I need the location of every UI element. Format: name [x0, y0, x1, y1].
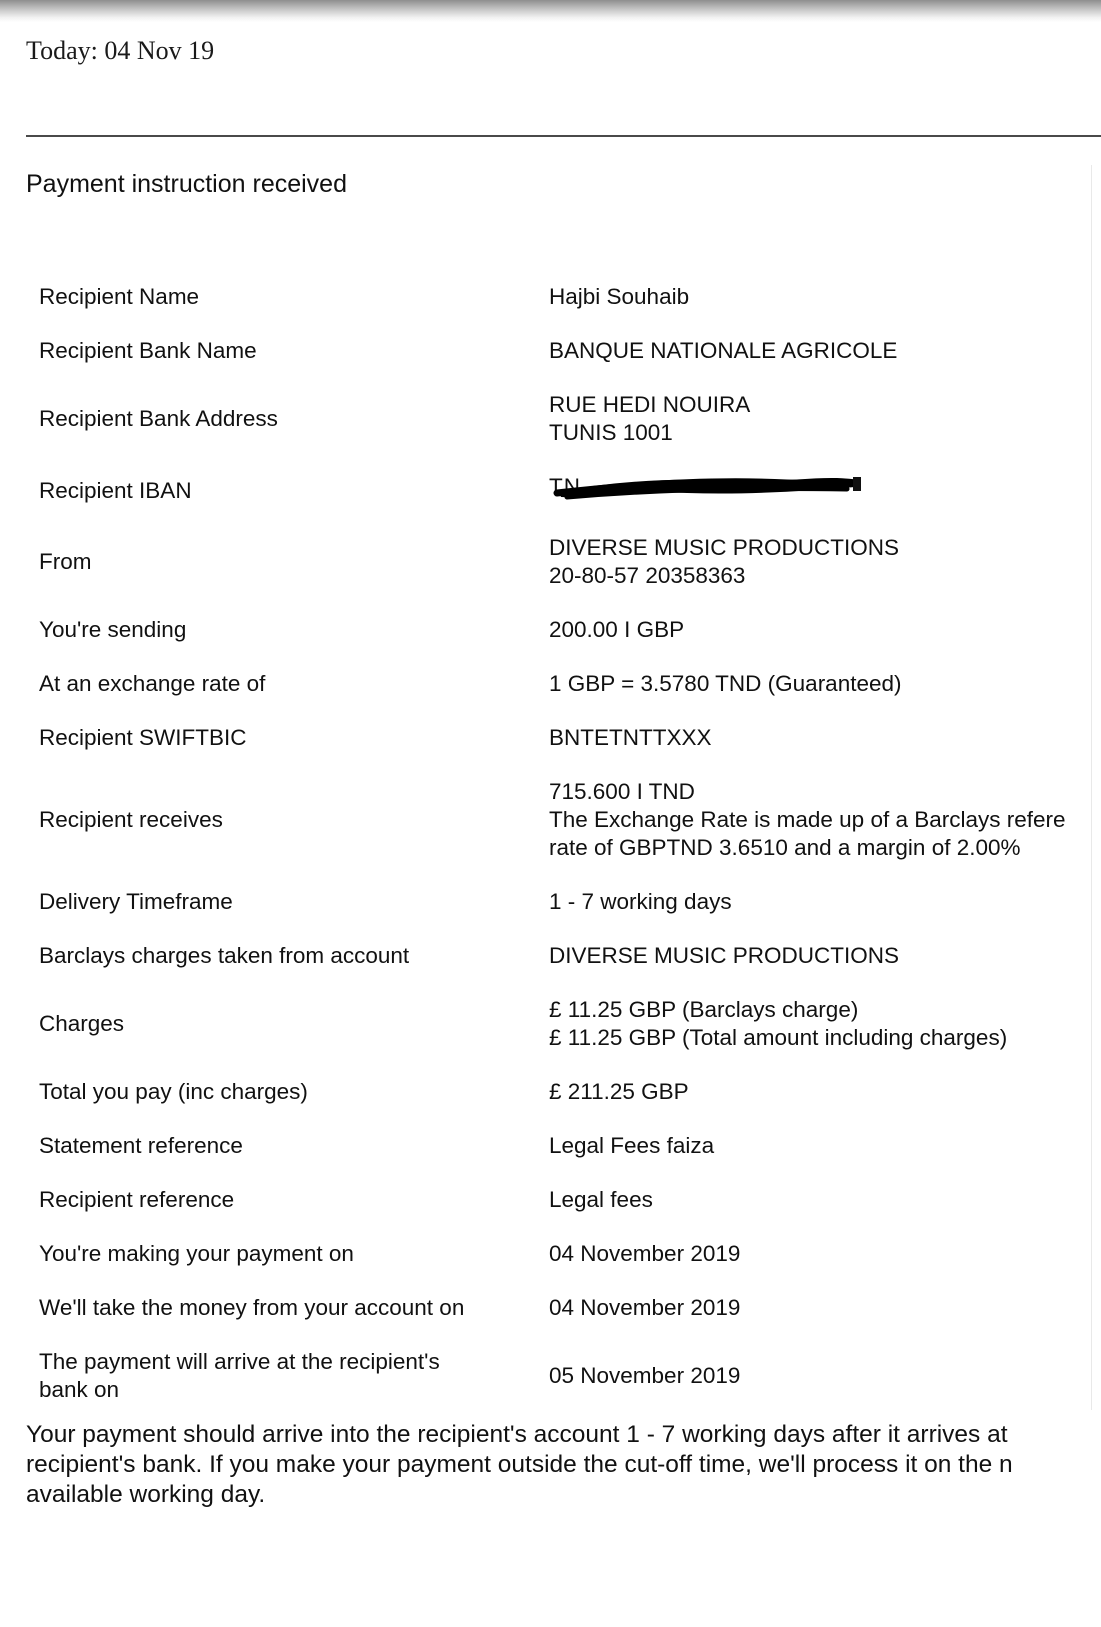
iban-prefix: TN: [549, 474, 581, 499]
date-line: Today: 04 Nov 19: [26, 36, 215, 65]
value-line: 715.600 I TND: [549, 779, 695, 804]
detail-value: [549, 724, 1101, 752]
detail-value: [549, 473, 1101, 508]
detail-value: [549, 337, 1101, 365]
detail-value: [549, 1240, 1101, 1268]
detail-row-recipient-iban: [39, 473, 1101, 508]
detail-row-arrival-date: [39, 1348, 1101, 1404]
page-title: Payment instruction received: [26, 170, 347, 198]
value-line: 04 November 2019: [549, 1241, 741, 1266]
value-line: £ 11.25 GBP (Total amount including charges): [549, 1025, 1008, 1050]
detail-value: [549, 391, 1101, 447]
value-line: 05 November 2019: [549, 1363, 741, 1388]
detail-label: Recipient Bank Name: [39, 338, 257, 363]
detail-row-exchange-rate: [39, 670, 1101, 698]
detail-label: [39, 1348, 549, 1404]
detail-label: Recipient SWIFTBIC: [39, 725, 247, 750]
detail-row-sending: [39, 616, 1101, 644]
value-line: Legal Fees faiza: [549, 1133, 715, 1158]
detail-row-delivery-timeframe: [39, 888, 1101, 916]
detail-row-debit-date: [39, 1294, 1101, 1322]
value-line: Hajbi Souhaib: [549, 284, 690, 309]
detail-value: [549, 888, 1101, 916]
detail-label: Delivery Timeframe: [39, 889, 233, 914]
detail-row-recipient-name: [39, 283, 1101, 311]
value-line: 20-80-57 20358363: [549, 563, 746, 588]
detail-row-recipient-bank-address: [39, 391, 1101, 447]
value-line: The Exchange Rate is made up of a Barclays refere: [549, 807, 1066, 832]
detail-row-from: [39, 534, 1101, 590]
detail-label: We'll take the money from your account on: [39, 1295, 465, 1320]
detail-label: You're making your payment on: [39, 1241, 354, 1266]
footer-line: Your payment should arrive into the recipient's account 1 - 7 working days after it arrives at: [26, 1421, 1008, 1448]
detail-value: [549, 996, 1101, 1052]
detail-row-recipient-bank-name: [39, 337, 1101, 365]
detail-label: Recipient reference: [39, 1187, 235, 1212]
payment-details: [39, 283, 1101, 1430]
detail-value: [549, 670, 1101, 698]
value-line: 200.00 I GBP: [549, 617, 685, 642]
detail-value: [549, 283, 1101, 311]
detail-value: [549, 616, 1101, 644]
detail-row-charges-account: [39, 942, 1101, 970]
iban-redacted: [549, 473, 879, 501]
detail-label: Recipient IBAN: [39, 477, 192, 503]
value-line: DIVERSE MUSIC PRODUCTIONS: [549, 535, 900, 560]
footer-line: available working day.: [26, 1481, 266, 1508]
divider: [26, 135, 1101, 137]
detail-row-statement-reference: [39, 1132, 1101, 1160]
footer-line: recipient's bank. If you make your payment outside the cut-off time, we'll process it on the n: [26, 1451, 1013, 1478]
detail-row-recipient-receives: [39, 778, 1101, 862]
detail-value: [549, 1132, 1101, 1160]
detail-value: [549, 1294, 1101, 1322]
detail-label: Charges: [39, 1011, 125, 1036]
detail-row-recipient-reference: [39, 1186, 1101, 1214]
detail-label: At an exchange rate of: [39, 671, 266, 696]
redaction-scribble: [549, 473, 867, 505]
value-line: £ 211.25 GBP: [549, 1079, 689, 1104]
label-line: The payment will arrive at the recipient's: [39, 1349, 440, 1374]
detail-label: From: [39, 549, 92, 574]
detail-value: [549, 1362, 1101, 1390]
value-line: rate of GBPTND 3.6510 and a margin of 2.00%: [549, 835, 1021, 860]
value-line: £ 11.25 GBP (Barclays charge): [549, 997, 859, 1022]
detail-value: [549, 778, 1101, 862]
detail-row-swiftbic: [39, 724, 1101, 752]
value-line: DIVERSE MUSIC PRODUCTIONS: [549, 943, 900, 968]
detail-value: [549, 942, 1101, 970]
value-line: RUE HEDI NOUIRA: [549, 392, 751, 417]
label-line: bank on: [39, 1377, 120, 1402]
detail-label: You're sending: [39, 617, 187, 642]
value-line: Legal fees: [549, 1187, 653, 1212]
detail-label: Total you pay (inc charges): [39, 1079, 308, 1104]
value-line: 1 - 7 working days: [549, 889, 732, 914]
detail-row-payment-date: [39, 1240, 1101, 1268]
detail-label: Recipient Name: [39, 284, 200, 309]
detail-row-total-pay: [39, 1078, 1101, 1106]
value-line: 1 GBP = 3.5780 TND (Guaranteed): [549, 671, 902, 696]
detail-label: Recipient receives: [39, 807, 223, 832]
footer-note: [26, 1420, 1101, 1510]
value-line: BANQUE NATIONALE AGRICOLE: [549, 338, 898, 363]
detail-label: Barclays charges taken from account: [39, 943, 410, 968]
value-line: 04 November 2019: [549, 1295, 741, 1320]
detail-row-charges: [39, 996, 1101, 1052]
detail-label: Statement reference: [39, 1133, 243, 1158]
top-shadow: [0, 0, 1101, 22]
detail-label: Recipient Bank Address: [39, 406, 278, 431]
value-line: TUNIS 1001: [549, 420, 673, 445]
value-line: BNTETNTTXXX: [549, 725, 712, 750]
detail-value: [549, 534, 1101, 590]
detail-value: [549, 1078, 1101, 1106]
detail-value: [549, 1186, 1101, 1214]
